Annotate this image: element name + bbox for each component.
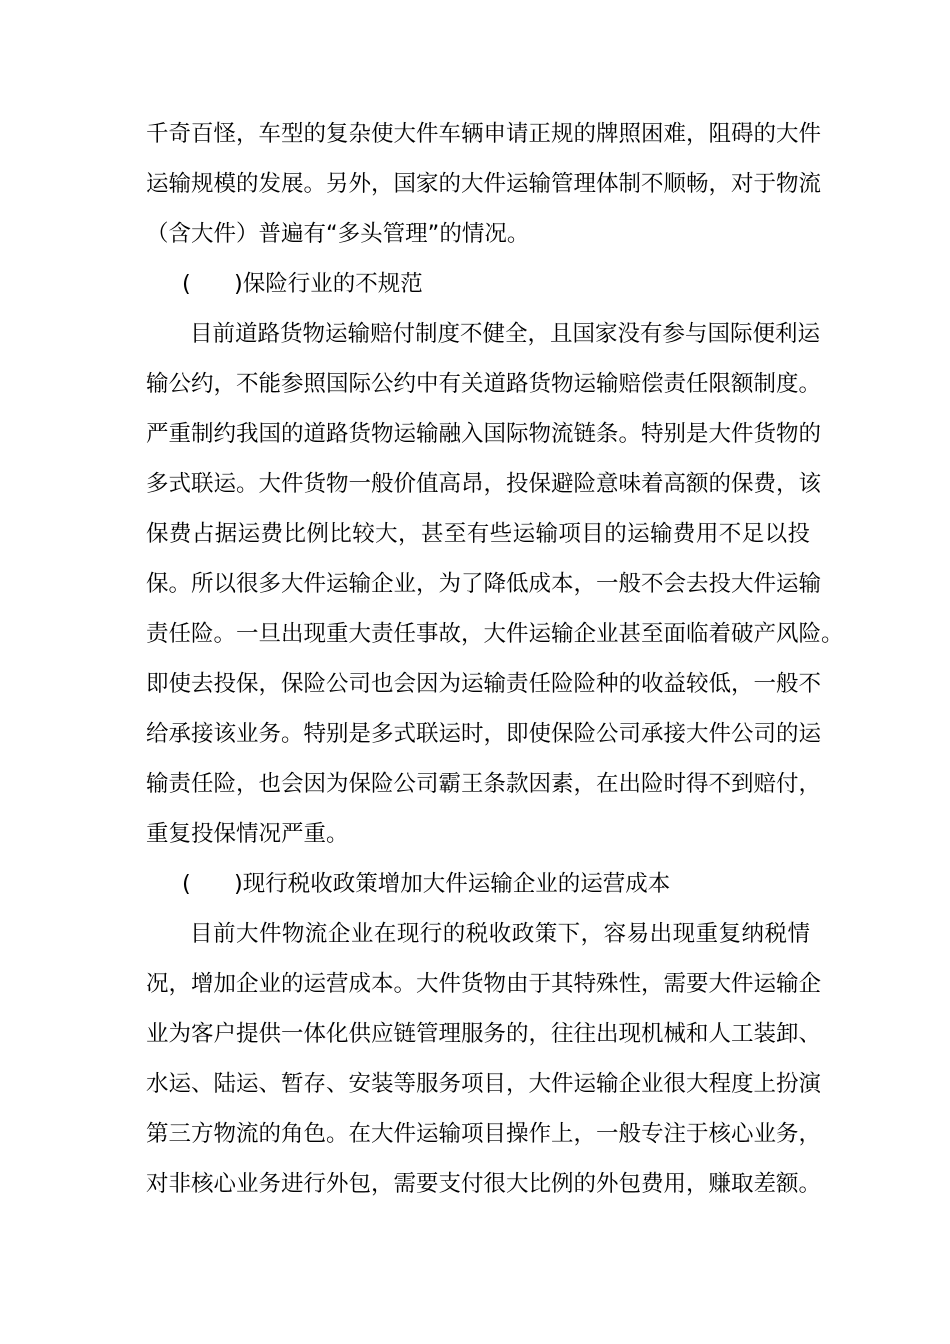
paragraph-3-line-6: 对非核心业务进行外包，需要支付很大比例的外包费用，赚取差额。 [146, 1171, 822, 1197]
paragraph-2-line-3: 严重制约我国的道路货物运输融入国际物流链条。特别是大件货物的 [146, 421, 822, 447]
heading-2-close-paren: ) [234, 871, 243, 897]
heading-2-title: 现行税收政策增加大件运输企业的运营成本 [242, 871, 671, 897]
paragraph-2-line-1: 目前道路货物运输赔付制度不健全，且国家没有参与国际便利运 [190, 321, 821, 347]
paragraph-2-line-4: 多式联运。大件货物一般价值高昂，投保避险意味着高额的保费，该 [146, 471, 822, 497]
heading-1-title: 保险行业的不规范 [242, 271, 423, 297]
paragraph-3-line-4: 水运、陆运、暂存、安装等服务项目，大件运输企业很大程度上扮演 [146, 1071, 822, 1097]
paragraph-2-line-6: 保。所以很多大件运输企业，为了降低成本，一般不会去投大件运输 [146, 571, 822, 597]
paragraph-3-line-3: 业为客户提供一体化供应链管理服务的，往往出现机械和人工装卸、 [146, 1021, 822, 1047]
paragraph-3-line-5: 第三方物流的角色。在大件运输项目操作上，一般专注于核心业务， [146, 1121, 822, 1147]
paragraph-2-line-10: 输责任险，也会因为保险公司霸王条款因素，在出险时得不到赔付， [146, 771, 822, 797]
heading-2-open-paren: ( [182, 871, 191, 897]
paragraph-1-line-2: 运输规模的发展。另外，国家的大件运输管理体制不顺畅，对于物流 [146, 171, 822, 197]
paragraph-2-line-11: 重复投保情况严重。 [146, 821, 349, 847]
paragraph-2-line-5: 保费占据运费比例比较大，甚至有些运输项目的运输费用不足以投 [146, 521, 810, 547]
paragraph-1-line-3: （含大件）普遍有“多头管理”的情况。 [146, 221, 530, 247]
paragraph-2-line-7: 责任险。一旦出现重大责任事故，大件运输企业甚至面临着破产风险。 [146, 621, 844, 647]
section-heading-insurance [182, 264, 423, 304]
paragraph-2-line-9: 给承接该业务。特别是多式联运时，即使保险公司承接大件公司的运 [146, 721, 822, 747]
heading-1-close-paren: ) [234, 271, 243, 297]
paragraph-1-line-1: 千奇百怪，车型的复杂使大件车辆申请正规的牌照困难，阻碍的大件 [146, 121, 822, 147]
heading-1-open-paren: ( [182, 271, 191, 297]
paragraph-2-line-2: 输公约，不能参照国际公约中有关道路货物运输赔偿责任限额制度。 [146, 371, 822, 397]
section-heading-tax-policy [182, 864, 670, 904]
paragraph-2-line-8: 即使去投保，保险公司也会因为运输责任险险种的收益较低，一般不 [146, 671, 822, 697]
paragraph-3-line-2: 况，增加企业的运营成本。大件货物由于其特殊性，需要大件运输企 [146, 971, 822, 997]
paragraph-3-line-1: 目前大件物流企业在现行的税收政策下，容易出现重复纳税情 [190, 921, 810, 947]
